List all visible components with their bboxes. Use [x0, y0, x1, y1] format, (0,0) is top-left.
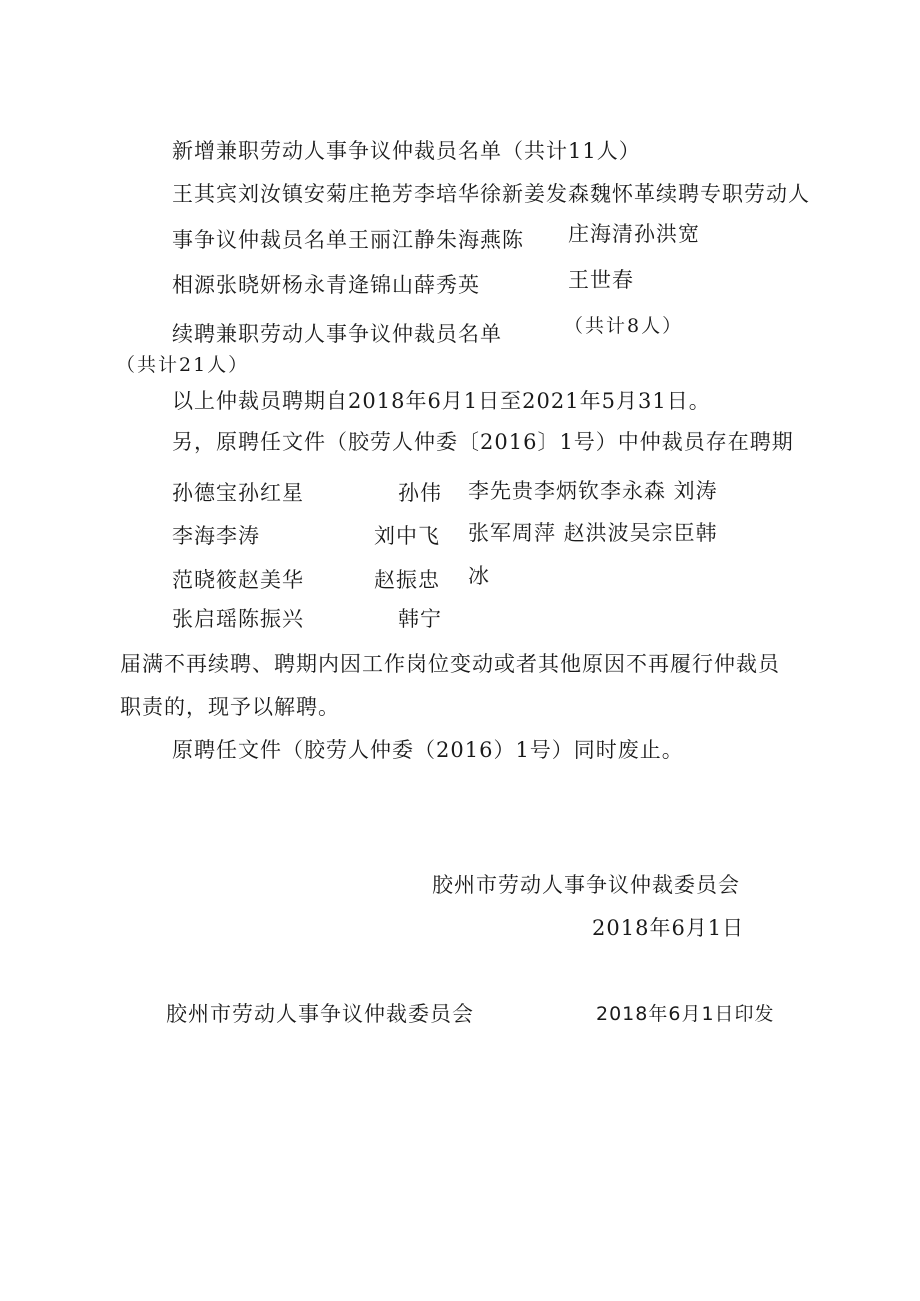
fulltime-count: （共计21人）	[116, 354, 250, 376]
footer-issue-date: 2018年6月1日印发	[596, 1003, 775, 1025]
dismissed-names-col2-row4: 韩宁	[398, 607, 442, 631]
dismissed-names-col3-row3: 冰	[468, 564, 490, 588]
dismissed-names-col1-row1: 孙德宝孙红星	[172, 481, 304, 505]
dismissal-reason-line-2: 职责的，现予以解聘。	[120, 695, 340, 719]
dismissed-names-col3-row1: 李先贵李炳钦李永森 刘涛	[468, 479, 718, 503]
names-line-3: 相源张晓妍杨永青逄锦山薛秀英	[172, 273, 480, 297]
dismissal-intro: 另，原聘任文件（胶劳人仲委〔2016〕1号）中仲裁员存在聘期	[172, 430, 794, 454]
dismissed-names-col1-row4: 张启瑶陈振兴	[172, 607, 304, 631]
renewed-parttime-count: （共计8人）	[564, 315, 684, 337]
dismissed-names-col1-row3: 范晓筱赵美华	[172, 568, 304, 592]
dismissed-names-col2-row3: 赵振忠	[374, 568, 440, 592]
names-line-1: 王其宾刘汝镇安菊庄艳芳李培华徐新姜发森魏怀革续聘专职劳动人	[172, 182, 810, 206]
new-parttime-list-heading: 新增兼职劳动人事争议仲裁员名单（共计11人）	[172, 139, 641, 163]
dismissed-names-col2-row2: 刘中飞	[374, 524, 440, 548]
signature-date: 2018年6月1日	[592, 916, 745, 940]
dismissal-reason-line-1: 届满不再续聘、聘期内因工作岗位变动或者其他原因不再履行仲裁员	[120, 652, 780, 676]
dismissed-names-col1-row2: 李海李涛	[172, 524, 260, 548]
footer-organization: 胶州市劳动人事争议仲裁委员会	[166, 1002, 474, 1026]
renewed-fulltime-list-line: 事争议仲裁员名单王丽江静朱海燕陈	[172, 228, 524, 252]
names-line-3-right: 王世春	[568, 268, 634, 292]
dismissed-names-col3-row2: 张军周萍 赵洪波吴宗臣韩	[468, 521, 718, 545]
repeal-statement: 原聘任文件（胶劳人仲委（2016）1号）同时废止。	[172, 738, 684, 762]
signature-organization: 胶州市劳动人事争议仲裁委员会	[432, 873, 740, 897]
names-line-2-right: 庄海清孙洪宽	[568, 222, 700, 246]
dismissed-names-col2-row1: 孙伟	[398, 481, 442, 505]
term-statement: 以上仲裁员聘期自2018年6月1日至2021年5月31日。	[172, 389, 711, 413]
renewed-parttime-list-heading: 续聘兼职劳动人事争议仲裁员名单	[172, 322, 502, 346]
